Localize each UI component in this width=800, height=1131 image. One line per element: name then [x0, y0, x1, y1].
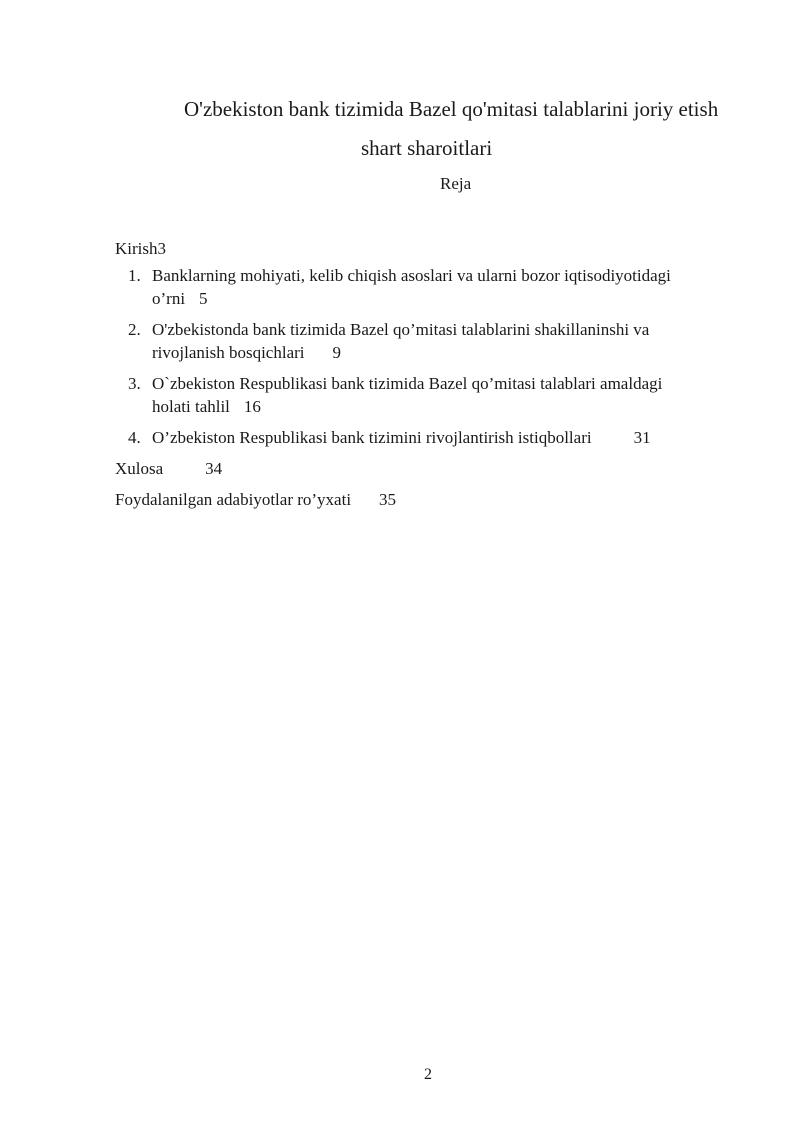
toc-conclusion-page: 34 [205, 459, 223, 478]
document-title-line-1: O'zbekiston bank tizimida Bazel qo'mitasi talablarini joriy etish [184, 97, 719, 121]
toc-entry-conclusion [115, 457, 735, 480]
toc-item-text-line1: O’zbekiston Respublikasi bank tizimini rivojlantirish istiqbollari [152, 428, 592, 447]
toc-item-4 [115, 426, 735, 449]
toc-item-text-line1: Banklarning mohiyati, kelib chiqish asoslari va ularni bozor iqtisodiyotidagi [152, 266, 671, 285]
toc-conclusion-label: Xulosa [115, 459, 164, 478]
toc-item-text-line1: O'zbekistonda bank tizimida Bazel qo’mitasi talablarini shakillaninshi va [152, 320, 650, 339]
toc-numbered-list [115, 264, 735, 449]
document-title-line-2: shart sharoitlari [361, 136, 493, 160]
plan-heading: Reja [440, 174, 472, 193]
toc-item-text-line2: o’rni [152, 289, 186, 308]
toc-item-number: 3. [128, 374, 141, 393]
toc-intro-page: 3 [157, 239, 166, 258]
toc-item-number: 4. [128, 428, 141, 447]
toc-item-2 [115, 318, 735, 364]
toc-item-text-line1: O`zbekiston Respublikasi bank tizimida Bazel qo’mitasi talablari amaldagi [152, 374, 663, 393]
toc-references-page: 35 [379, 490, 397, 509]
toc-item-text-line2: rivojlanish bosqichlari [152, 343, 305, 362]
page-number: 2 [424, 1066, 432, 1083]
toc-entry-intro [115, 237, 735, 260]
toc-item-page: 31 [633, 428, 651, 447]
toc-entry-references [115, 488, 735, 511]
toc-item-page: 16 [243, 397, 261, 416]
table-of-contents [115, 237, 735, 511]
toc-item-page: 5 [199, 289, 208, 308]
toc-item-1 [115, 264, 735, 310]
toc-item-number: 1. [128, 266, 141, 285]
toc-item-text-line2: holati tahlil [152, 397, 230, 416]
toc-item-number: 2. [128, 320, 141, 339]
toc-item-page: 9 [332, 343, 342, 362]
toc-intro-label: Kirish [115, 239, 158, 258]
toc-item-3 [115, 372, 735, 418]
toc-references-label: Foydalanilgan adabiyotlar ro’yxati [115, 490, 352, 509]
